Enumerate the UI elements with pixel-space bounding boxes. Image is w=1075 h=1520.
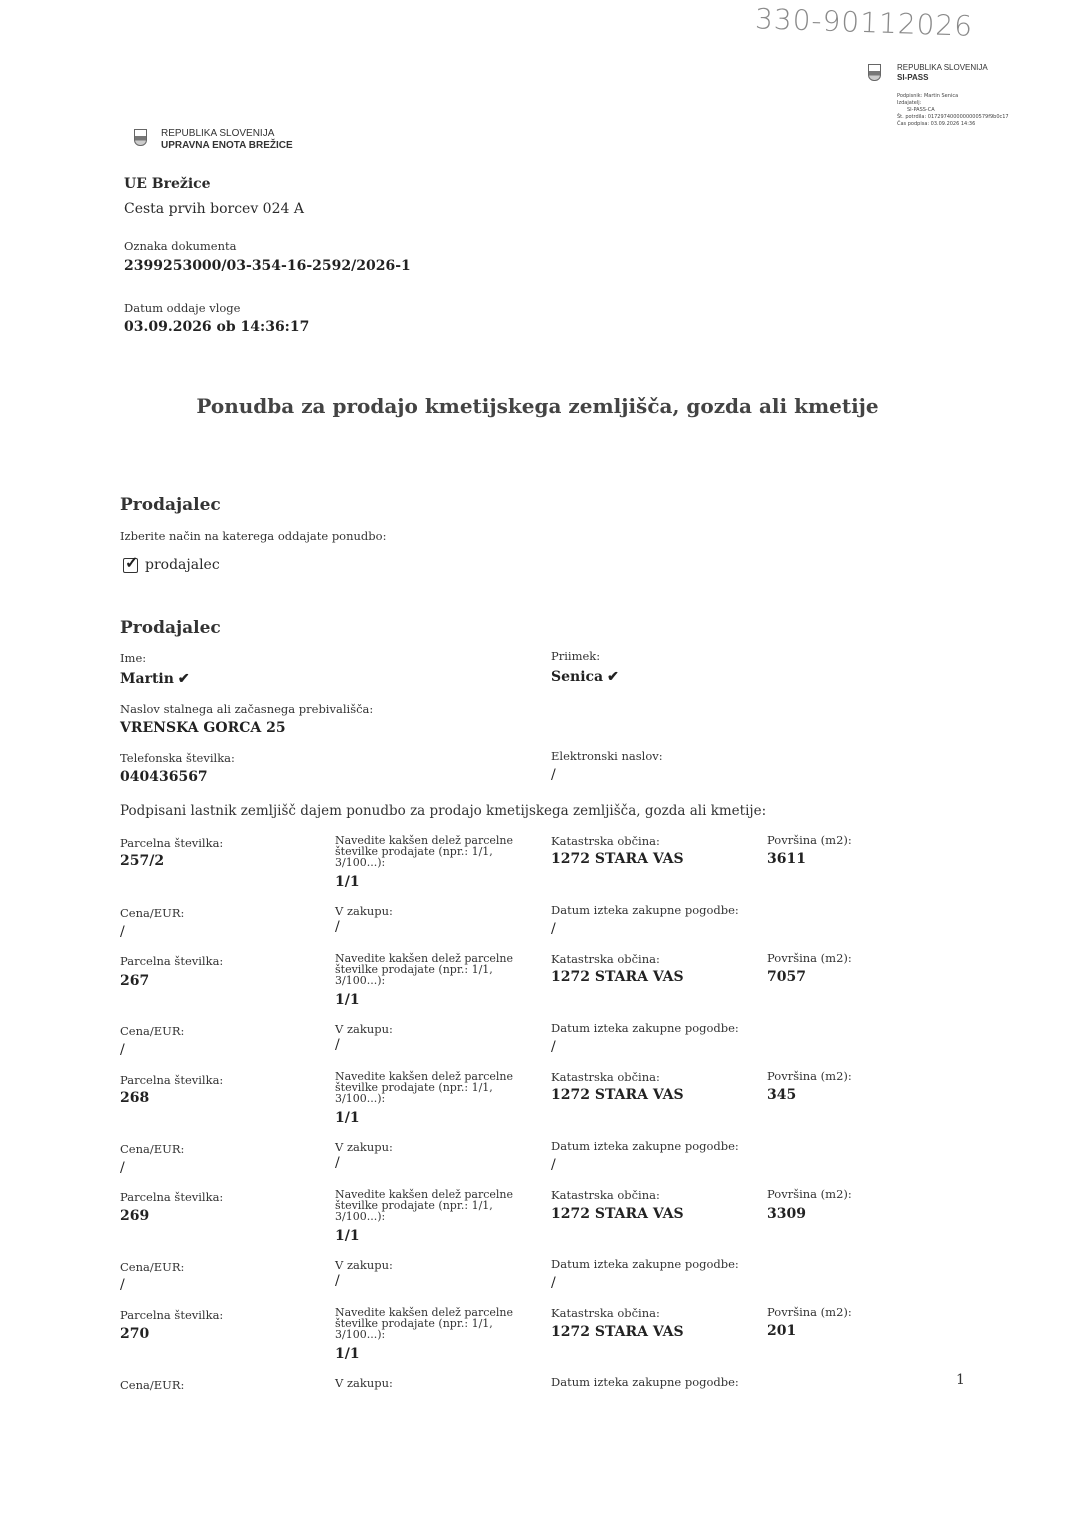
cadastral-municipality-label: Katastrska občina:	[551, 1188, 660, 1202]
lease-end-label: Datum izteka zakupne pogodbe:	[551, 1257, 739, 1271]
parcel-number-value: 257/2	[120, 853, 165, 869]
sipass-stamp-details	[897, 93, 1009, 128]
lease-end-value: /	[551, 921, 556, 937]
checkmark-icon: ✔	[177, 671, 190, 687]
share-label: Navedite kakšen delež parcelne številke prodajate (npr.: 1/1, 3/100...):	[335, 1070, 514, 1105]
first-name-value: Martin ✔	[120, 671, 190, 687]
parcel-number-label: Parcelna številka:	[120, 1308, 224, 1322]
document-id-label: Oznaka dokumenta	[124, 239, 237, 253]
address-value: VRENSKA GORCA 25	[120, 720, 286, 736]
lease-value: /	[335, 1155, 340, 1171]
area-value: 7057	[767, 969, 806, 985]
owner-statement: Podpisani lastnik zemljišč dajem ponudbo za prodajo kmetijskega zemljišča, gozda ali kmetije:	[120, 803, 767, 819]
page-title: Ponudba za prodajo kmetijskega zemljišča, gozda ali kmetije	[196, 394, 879, 418]
cadastral-municipality-value: 1272 STARA VAS	[551, 851, 684, 867]
cadastral-municipality-label: Katastrska občina:	[551, 1306, 660, 1320]
lease-label: V zakupu:	[335, 1258, 393, 1272]
lease-end-label: Datum izteka zakupne pogodbe:	[551, 1139, 739, 1153]
parcel-number-value: 269	[120, 1208, 150, 1224]
parcel-number-label: Parcelna številka:	[120, 1190, 224, 1204]
address-label: Naslov stalnega ali začasnega prebivališča:	[120, 702, 374, 716]
price-label: Cena/EUR:	[120, 1260, 185, 1274]
lease-label: V zakupu:	[335, 1022, 393, 1036]
lease-end-label: Datum izteka zakupne pogodbe:	[551, 1021, 739, 1035]
parcel-number-label: Parcelna številka:	[120, 954, 224, 968]
header-line1: REPUBLIKA SLOVENIJA	[161, 128, 275, 139]
sipass-detail: Izdajatelj:	[897, 100, 922, 106]
cadastral-municipality-label: Katastrska občina:	[551, 834, 660, 848]
coat-of-arms-icon	[134, 129, 147, 146]
area-label: Površina (m2):	[767, 1069, 852, 1083]
price-value: /	[120, 1277, 125, 1293]
price-label: Cena/EUR:	[120, 1142, 185, 1156]
email-value: /	[551, 767, 556, 783]
area-label: Površina (m2):	[767, 1187, 852, 1201]
submission-method-option: prodajalec	[145, 557, 220, 573]
parcel-number-value: 270	[120, 1326, 150, 1342]
lease-label: V zakupu:	[335, 1376, 393, 1390]
section-heading: Prodajalec	[120, 495, 221, 515]
cadastral-municipality-value: 1272 STARA VAS	[551, 1206, 684, 1222]
submission-date-label: Datum oddaje vloge	[124, 301, 241, 315]
price-label: Cena/EUR:	[120, 906, 185, 920]
lease-label: V zakupu:	[335, 1140, 393, 1154]
lease-value: /	[335, 1037, 340, 1053]
share-value: 1/1	[335, 992, 360, 1008]
phone-label: Telefonska številka:	[120, 751, 235, 765]
first-name-label: Ime:	[120, 651, 147, 665]
lease-end-value: /	[551, 1275, 556, 1291]
header-line2: UPRAVNA ENOTA BREŽICE	[161, 140, 293, 151]
sipass-detail: SI-PASS-CA	[907, 107, 935, 113]
phone-value: 040436567	[120, 769, 208, 785]
cadastral-municipality-label: Katastrska občina:	[551, 1070, 660, 1084]
sipass-line1: REPUBLIKA SLOVENIJA	[897, 63, 988, 72]
area-value: 3611	[767, 851, 806, 867]
price-label: Cena/EUR:	[120, 1024, 185, 1038]
lease-end-label: Datum izteka zakupne pogodbe:	[551, 1375, 739, 1389]
price-label: Cena/EUR:	[120, 1378, 185, 1392]
sipass-detail: Čas podpisa: 03.09.2026 14:36	[897, 121, 976, 127]
handwritten-reference: 330-90112026	[754, 2, 974, 43]
sipass-stamp-header	[897, 63, 988, 83]
lease-end-value: /	[551, 1039, 556, 1055]
parcel-number-label: Parcelna številka:	[120, 836, 224, 850]
price-value: /	[120, 1042, 125, 1058]
lease-end-value: /	[551, 1157, 556, 1173]
cadastral-municipality-value: 1272 STARA VAS	[551, 1087, 684, 1103]
last-name-label: Priimek:	[551, 649, 601, 663]
cadastral-municipality-value: 1272 STARA VAS	[551, 1324, 684, 1340]
page-number: 1	[956, 1372, 965, 1388]
lease-value: /	[335, 1273, 340, 1289]
area-label: Površina (m2):	[767, 833, 852, 847]
share-value: 1/1	[335, 1110, 360, 1126]
lease-end-label: Datum izteka zakupne pogodbe:	[551, 903, 739, 917]
parcel-number-value: 268	[120, 1090, 150, 1106]
last-name-value: Senica ✔	[551, 669, 619, 685]
office-header	[161, 128, 293, 152]
document-id-value: 2399253000/03-354-16-2592/2026-1	[124, 258, 411, 274]
share-value: 1/1	[335, 874, 360, 890]
area-label: Površina (m2):	[767, 951, 852, 965]
email-label: Elektronski naslov:	[551, 749, 663, 763]
section-heading: Prodajalec	[120, 618, 221, 638]
share-label: Navedite kakšen delež parcelne številke prodajate (npr.: 1/1, 3/100...):	[335, 952, 514, 987]
share-label: Navedite kakšen delež parcelne številke prodajate (npr.: 1/1, 3/100...):	[335, 1188, 514, 1223]
share-label: Navedite kakšen delež parcelne številke prodajate (npr.: 1/1, 3/100...):	[335, 834, 514, 869]
share-value: 1/1	[335, 1346, 360, 1362]
coat-of-arms-icon	[868, 64, 881, 81]
area-label: Površina (m2):	[767, 1305, 852, 1319]
submission-method-prompt: Izberite način na katerega oddajate ponudbo:	[120, 529, 387, 543]
share-value: 1/1	[335, 1228, 360, 1244]
area-value: 345	[767, 1087, 797, 1103]
area-value: 3309	[767, 1206, 806, 1222]
lease-label: V zakupu:	[335, 904, 393, 918]
price-value: /	[120, 1160, 125, 1176]
submission-date-value: 03.09.2026 ob 14:36:17	[124, 319, 310, 335]
sipass-detail: Št. potrdila: 0172974000000000579f9b0c17	[897, 114, 1009, 120]
office-address: Cesta prvih borcev 024 A	[124, 201, 304, 217]
cadastral-municipality-label: Katastrska občina:	[551, 952, 660, 966]
sipass-detail: Podpisnik: Martin Senica	[897, 93, 959, 99]
sipass-line2: SI-PASS	[897, 73, 929, 82]
parcel-number-value: 267	[120, 973, 150, 989]
cadastral-municipality-value: 1272 STARA VAS	[551, 969, 684, 985]
area-value: 201	[767, 1323, 797, 1339]
price-value: /	[120, 924, 125, 940]
checkmark-icon: ✔	[607, 669, 619, 685]
parcel-number-label: Parcelna številka:	[120, 1073, 224, 1087]
lease-value: /	[335, 919, 340, 935]
office-name: UE Brežice	[124, 176, 211, 192]
checkbox-checked-icon	[123, 558, 138, 573]
share-label: Navedite kakšen delež parcelne številke prodajate (npr.: 1/1, 3/100...):	[335, 1306, 514, 1341]
